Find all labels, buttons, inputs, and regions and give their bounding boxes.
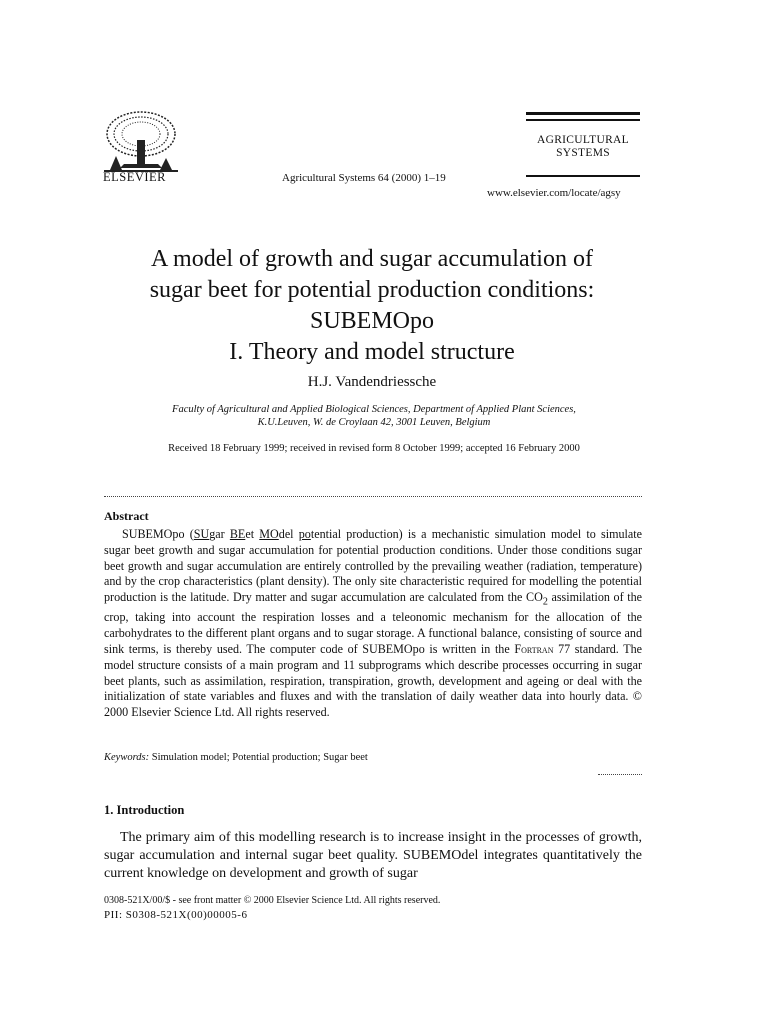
keywords — [104, 752, 642, 763]
article-dates: Received 18 February 1999; received in revised form 8 October 1999; accepted 16 February 2000 — [168, 443, 580, 454]
fortran-label: Fortran — [514, 641, 554, 656]
keywords-list: Simulation model; Potential production; Sugar beet — [149, 752, 368, 763]
introduction-paragraph: The primary aim of this modelling research is to increase insight in the processes of growth, sugar accumulation and internal sugar beet quality. SUBEMOdel integrates quantitatively the current knowledge on development and growth of sugar — [104, 830, 642, 881]
journal-name-line1: AGRICULTURAL — [537, 134, 629, 146]
abstract-bottom-rule — [598, 774, 642, 775]
journal-citation: Agricultural Systems 64 (2000) 1–19 — [282, 172, 446, 184]
journal-rule-bottom — [526, 175, 640, 177]
title-line-1: A model of growth and sugar accumulation of — [151, 246, 593, 272]
footer-copyright: 0308-521X/00/$ - see front matter © 2000 Elsevier Science Ltd. All rights reserved. — [104, 895, 441, 906]
journal-name — [520, 134, 646, 160]
acronym-mo: MO — [259, 527, 279, 541]
title-line-4: I. Theory and model structure — [229, 339, 515, 365]
author-affiliation — [104, 403, 644, 429]
acronym-del: del — [278, 527, 299, 541]
title-line-3: SUBEMOpo — [309, 308, 435, 334]
affiliation-line1: Faculty of Agricultural and Applied Biological Sciences, Department of Applied Plant Sciences, — [172, 404, 576, 415]
model-name: SUBEMOpo — [122, 527, 185, 541]
footer-pii: PII: S0308-521X(00)00005-6 — [104, 909, 248, 921]
journal-rule-top-thin — [526, 119, 640, 121]
article-title — [80, 244, 664, 368]
journal-rule-top — [526, 112, 640, 115]
title-line-2: sugar beet for potential production conditions: — [149, 277, 595, 303]
abstract-text-a: is a mechanistic simulation model to simulate sugar beet growth and sugar accumulation for potential production conditions. Under those conditions sugar beet growth and sugar accumulation are entirely controlled by the prevailing weather (radiation, temperature) and by the crop characteristics (plant density). The only site characteristic required for modelling the potential production is the latitude. Dry matter and sugar accumulation are calculated from the CO — [104, 527, 642, 605]
publisher-name: ELSEVIER — [103, 170, 167, 184]
keywords-label: Keywords: — [104, 752, 150, 763]
affiliation-line2: K.U.Leuven, W. de Croylaan 42, 3001 Leuven, Belgium — [257, 417, 491, 428]
abstract-top-rule — [104, 496, 642, 497]
acronym-et: et — [245, 527, 260, 541]
co2-subscript: 2 — [542, 596, 548, 608]
journal-name-line2: SYSTEMS — [556, 147, 610, 159]
abstract-text-b: assimilation of the crop, taking into account the respiration losses and a teleonomic mechanism for the allocation of the carbohydrates to the different plant organs and to sugar storage. A functional balance, consisting of source and sink terms, is thereby used. The computer code of SUBEMOpo is written in the — [104, 590, 642, 656]
author-name: H.J. Vandendriessche — [307, 374, 437, 390]
acronym-be: BE — [229, 527, 246, 541]
acronym-po: po — [298, 527, 311, 541]
acronym-gar: gar — [209, 527, 230, 541]
abstract-body: SUBEMOpo (SUgar BEet MOdel potential production) is a mechanistic simulation model to simulate sugar beet growth and sugar accumulation for potential production conditions. Under those conditions sugar beet growth and sugar accumulation are entirely controlled by the prevailing weather (radiation, temperature) and by the crop characteristics (plant density). The only site characteristic required for modelling the potential production is the latitude. Dry matter and sugar accumulation are calculated from the $CO_2$ assimilation of the crop, taking into account the respiration losses and a teleonomic mechanism for the allocation of the carbohydrates to the different plant organs and to sugar storage. A functional balance, consisting of source and sink terms, is thereby used. The computer code of SUBEMOpo is written in the Fortran 77 standard. The model structure consists of a main program and 11 subprograms which describe processes occurring in sugar beet plants, such as assimilation, respiration, transpiration, growth, development and ageing or deal with the initialization of state variables and fluxes and with the translation of daily weather data into hourly data. © 2000 Elsevier Science Ltd. All rights reserved. — [104, 527, 642, 720]
abstract-text-c: 77 standard. The model structure consists of a main program and 11 subprograms which describe processes occurring in sugar beet plants, such as assimilation, respiration, transpiration, growth, development and ageing or deal with the initialization of state variables and fluxes and with the translation of daily weather data into hourly data. © 2000 Elsevier Science Ltd. All rights reserved. — [104, 641, 642, 720]
acronym-tential: tential production — [310, 527, 399, 541]
journal-url-link[interactable]: www.elsevier.com/locate/agsy — [487, 187, 621, 199]
acronym-su: SU — [193, 527, 210, 541]
abstract-heading: Abstract — [104, 509, 149, 523]
section-heading-introduction: 1. Introduction — [104, 803, 185, 817]
